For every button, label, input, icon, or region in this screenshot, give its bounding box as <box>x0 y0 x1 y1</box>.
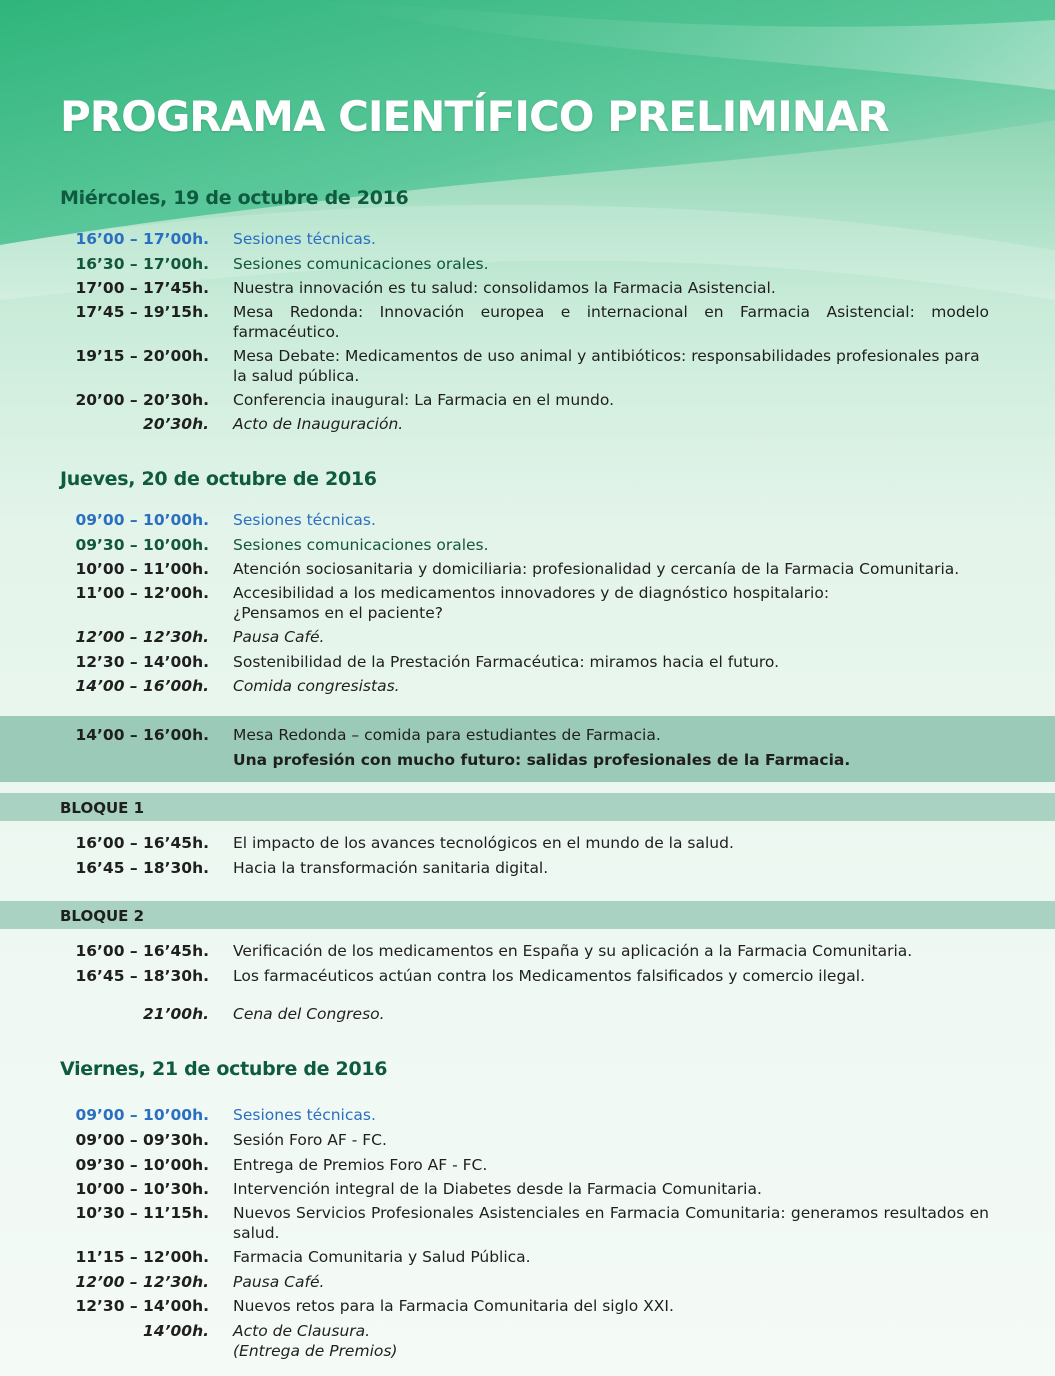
schedule-description: Pausa Café. <box>233 1273 325 1291</box>
schedule-description: Cena del Congreso. <box>233 1005 385 1023</box>
schedule-description-line: ¿Pensamos en el paciente? <box>233 604 443 622</box>
schedule-time: 17’45 – 19’15h. <box>75 303 209 321</box>
schedule-time: 09’30 – 10’00h. <box>75 536 209 554</box>
schedule-time: 09’30 – 10’00h. <box>75 1156 209 1174</box>
schedule-time: 16’45 – 18’30h. <box>75 967 209 985</box>
schedule-description: Los farmacéuticos actúan contra los Medicamentos falsificados y comercio ilegal. <box>233 967 866 985</box>
schedule-description: Farmacia Comunitaria y Salud Pública. <box>233 1248 531 1266</box>
schedule-description: Pausa Café. <box>233 628 325 646</box>
schedule-time: 10’00 – 11’00h. <box>75 560 209 578</box>
schedule-description: El impacto de los avances tecnológicos en el mundo de la salud. <box>233 834 734 852</box>
schedule-time: 19’15 – 20’00h. <box>75 347 209 365</box>
schedule-description: Hacia la transformación sanitaria digital. <box>233 859 549 877</box>
schedule-time: 16’00 – 17’00h. <box>75 230 209 248</box>
page-title: PROGRAMA CIENTÍFICO PRELIMINAR <box>60 92 889 141</box>
schedule-description: Nuestra innovación es tu salud: consolidamos la Farmacia Asistencial. <box>233 279 776 297</box>
day-heading-wednesday: Miércoles, 19 de octubre de 2016 <box>60 187 409 209</box>
bloque-1-band <box>0 793 1055 821</box>
schedule-time: 17’00 – 17’45h. <box>75 279 209 297</box>
schedule-time: 20’30h. <box>143 415 209 433</box>
schedule-description: Sostenibilidad de la Prestación Farmacéutica: miramos hacia el futuro. <box>233 653 780 671</box>
schedule-time: 10’30 – 11’15h. <box>75 1204 209 1222</box>
schedule-description: Conferencia inaugural: La Farmacia en el mundo. <box>233 391 614 409</box>
schedule-time: 21’00h. <box>143 1005 209 1023</box>
schedule-time: 12’00 – 12’30h. <box>75 628 209 646</box>
schedule-description <box>233 583 989 623</box>
schedule-description: Acto de Inauguración. <box>233 415 404 433</box>
schedule-time: 09’00 – 10’00h. <box>75 1106 209 1124</box>
schedule-description: Verificación de los medicamentos en España y su aplicación a la Farmacia Comunitaria. <box>233 942 913 960</box>
schedule-time: 11’00 – 12’00h. <box>75 584 209 602</box>
schedule-time: 09’00 – 09’30h. <box>75 1131 209 1149</box>
schedule-time: 12’30 – 14’00h. <box>75 1297 209 1315</box>
students-session-subtitle: Una profesión con mucho futuro: salidas profesionales de la Farmacia. <box>233 751 851 769</box>
schedule-time: 20’00 – 20’30h. <box>75 391 209 409</box>
schedule-description: Sesiones técnicas. <box>233 230 376 248</box>
schedule-description: Mesa Debate: Medicamentos de uso animal y antibióticos: responsabilidades profesionales para la salud pública. <box>233 347 980 385</box>
schedule-description: Sesiones técnicas. <box>233 1106 376 1124</box>
schedule-description: Entrega de Premios Foro AF - FC. <box>233 1156 488 1174</box>
schedule-description: Comida congresistas. <box>233 677 400 695</box>
bloque-2-band <box>0 901 1055 929</box>
schedule-description: Mesa Redonda – comida para estudiantes de Farmacia. <box>233 726 661 744</box>
schedule-time: 12’00 – 12’30h. <box>75 1273 209 1291</box>
schedule-time: 16’45 – 18’30h. <box>75 859 209 877</box>
schedule-time: 16’00 – 16’45h. <box>75 834 209 852</box>
schedule-description-line: Acto de Clausura. <box>233 1322 371 1340</box>
schedule-description: Sesiones comunicaciones orales. <box>233 536 489 554</box>
schedule-description: Intervención integral de la Diabetes desde la Farmacia Comunitaria. <box>233 1180 762 1198</box>
schedule-time: 14’00 – 16’00h. <box>75 726 209 744</box>
schedule-time: 14’00 – 16’00h. <box>75 677 209 695</box>
schedule-description: Mesa Redonda: Innovación europea e internacional en Farmacia Asistencial: modelo farmacéutico. <box>233 303 989 341</box>
bloque-2-label: BLOQUE 2 <box>60 907 145 925</box>
schedule-time: 11’15 – 12’00h. <box>75 1248 209 1266</box>
schedule-description: Sesiones técnicas. <box>233 511 376 529</box>
schedule-description: Sesiones comunicaciones orales. <box>233 255 489 273</box>
schedule-time: 16’00 – 16’45h. <box>75 942 209 960</box>
schedule-description: Sesión Foro AF - FC. <box>233 1131 387 1149</box>
schedule-time: 10’00 – 10’30h. <box>75 1180 209 1198</box>
schedule-description: Nuevos retos para la Farmacia Comunitaria del siglo XXI. <box>233 1297 674 1315</box>
schedule-description: Atención sociosanitaria y domiciliaria: profesionalidad y cercanía de la Farmacia Comunitaria. <box>233 560 960 578</box>
schedule-time: 16’30 – 17’00h. <box>75 255 209 273</box>
schedule-description-line: (Entrega de Premios) <box>233 1342 398 1360</box>
schedule-description <box>233 1321 989 1361</box>
schedule-time: 09’00 – 10’00h. <box>75 511 209 529</box>
schedule-description: Nuevos Servicios Profesionales Asistenciales en Farmacia Comunitaria: generamos resultados en salud. <box>233 1204 989 1242</box>
schedule-time: 14’00h. <box>143 1322 209 1340</box>
schedule-time: 12’30 – 14’00h. <box>75 653 209 671</box>
bloque-1-label: BLOQUE 1 <box>60 799 145 817</box>
schedule-description-line: Accesibilidad a los medicamentos innovadores y de diagnóstico hospitalario: <box>233 584 830 602</box>
day-heading-thursday: Jueves, 20 de octubre de 2016 <box>60 468 377 490</box>
day-heading-friday: Viernes, 21 de octubre de 2016 <box>60 1058 388 1080</box>
